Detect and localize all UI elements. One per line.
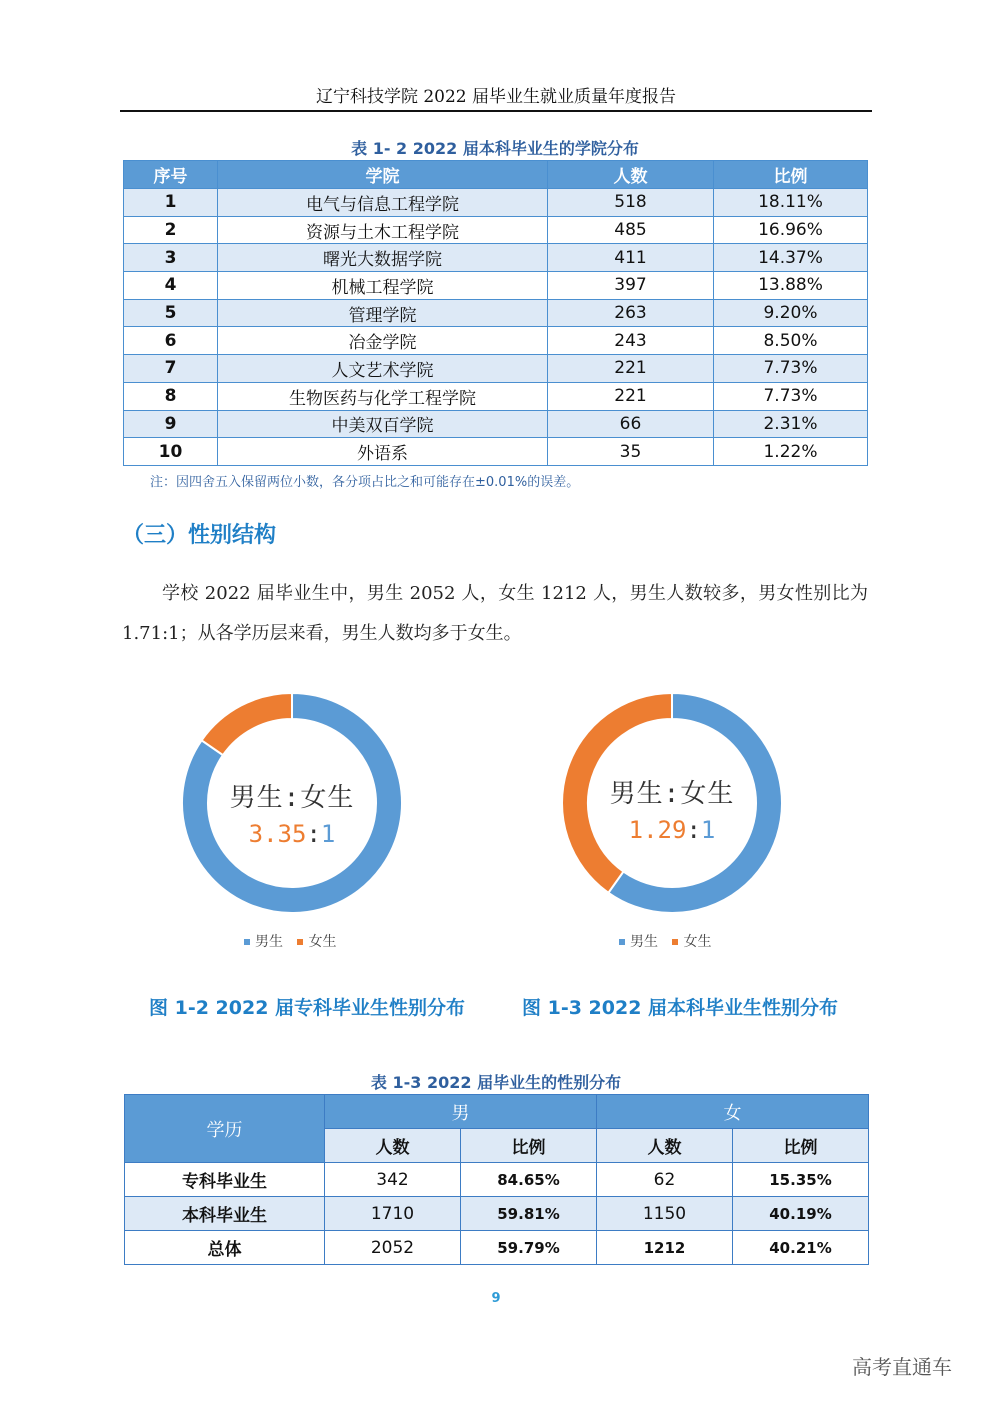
row-college: 生物医药与化学工程学院: [218, 382, 548, 410]
ratio-male-value: 1: [320, 820, 336, 848]
legend-label-male: 男生: [255, 934, 283, 950]
table-row: [124, 355, 868, 383]
donut-ratio: [172, 820, 412, 848]
legend-item-female: [672, 934, 711, 950]
donut-slice-female: [202, 693, 292, 755]
table-row: [124, 189, 868, 217]
college-distribution-table: [123, 160, 868, 466]
row-male-count: 1710: [325, 1197, 461, 1231]
legend-item-male: [244, 934, 283, 950]
row-ratio: 1.22%: [714, 438, 868, 466]
column-header-female: 女: [597, 1095, 869, 1129]
row-index: 9: [124, 410, 218, 438]
table-row: [124, 272, 868, 300]
legend-label-male: 男生: [630, 934, 658, 950]
subheader-male-count: 人数: [325, 1129, 461, 1163]
row-female-count: 62: [597, 1163, 733, 1197]
section-heading: （三）性别结构: [122, 523, 277, 548]
donut-ratio: [552, 816, 792, 844]
row-male-count: 2052: [325, 1231, 461, 1265]
row-ratio: 7.73%: [714, 355, 868, 383]
donut-center-title: 男生:女生: [229, 783, 355, 813]
row-college: 曙光大数据学院: [218, 244, 548, 272]
donut-center-label: [552, 773, 792, 844]
row-index: 10: [124, 438, 218, 466]
ratio-female-value: 3.35: [248, 820, 307, 848]
row-male-ratio: 59.79%: [461, 1231, 597, 1265]
row-ratio: 18.11%: [714, 189, 868, 217]
row-count: 221: [548, 355, 714, 383]
table-row: [124, 327, 868, 355]
legend-swatch-male: [619, 939, 625, 945]
table-1-2-caption: 表 1- 2 2022 届本科毕业生的学院分布: [351, 139, 639, 158]
watermark-text: 高考直通车: [852, 1355, 952, 1379]
row-index: 6: [124, 327, 218, 355]
row-female-ratio: 40.21%: [733, 1231, 869, 1265]
row-college: 资源与土木工程学院: [218, 216, 548, 244]
table-row: [124, 244, 868, 272]
row-ratio: 14.37%: [714, 244, 868, 272]
row-ratio: 2.31%: [714, 410, 868, 438]
donut-legend: [619, 931, 721, 951]
gender-distribution-table: [124, 1094, 869, 1265]
vocational-gender-donut-chart: [172, 683, 412, 963]
row-college: 机械工程学院: [218, 272, 548, 300]
row-female-ratio: 15.35%: [733, 1163, 869, 1197]
figure-1-3-caption: 图 1-3 2022 届本科毕业生性别分布: [522, 997, 839, 1019]
row-count: 243: [548, 327, 714, 355]
row-count: 518: [548, 189, 714, 217]
donut-center-title: 男生:女生: [609, 779, 735, 809]
legend-swatch-male: [244, 939, 250, 945]
row-index: 5: [124, 299, 218, 327]
column-header-college: 学院: [218, 161, 548, 189]
row-index: 2: [124, 216, 218, 244]
row-education-level: 专科毕业生: [125, 1163, 325, 1197]
column-header-index: 序号: [124, 161, 218, 189]
row-male-ratio: 84.65%: [461, 1163, 597, 1197]
row-college: 冶金学院: [218, 327, 548, 355]
row-count: 66: [548, 410, 714, 438]
row-index: 4: [124, 272, 218, 300]
row-ratio: 13.88%: [714, 272, 868, 300]
gender-structure-paragraph: 学校 2022 届毕业生中，男生 2052 人，女生 1212 人，男生人数较多，男女性别比为 1.71:1；从各学历层来看，男生人数均多于女生。: [122, 583, 868, 644]
ratio-male-value: 1: [700, 816, 716, 844]
ratio-female-value: 1.29: [628, 816, 687, 844]
undergraduate-gender-donut-chart: [552, 683, 792, 963]
legend-swatch-female: [297, 939, 303, 945]
table-row: [125, 1231, 869, 1265]
subheader-male-ratio: 比例: [461, 1129, 597, 1163]
subheader-female-count: 人数: [597, 1129, 733, 1163]
page-number: 9: [491, 1291, 501, 1306]
table-row: [124, 438, 868, 466]
row-education-level: 总体: [125, 1231, 325, 1265]
row-count: 35: [548, 438, 714, 466]
legend-label-female: 女生: [683, 934, 712, 950]
subheader-female-ratio: 比例: [733, 1129, 869, 1163]
ratio-separator: :: [306, 820, 321, 848]
column-header-ratio: 比例: [714, 161, 868, 189]
row-male-ratio: 59.81%: [461, 1197, 597, 1231]
row-ratio: 8.50%: [714, 327, 868, 355]
row-male-count: 342: [325, 1163, 461, 1197]
table-note: 注：因四舍五入保留两位小数，各分项占比之和可能存在±0.01%的误差。: [150, 475, 580, 490]
legend-swatch-female: [672, 939, 678, 945]
row-college: 电气与信息工程学院: [218, 189, 548, 217]
row-college: 人文艺术学院: [218, 355, 548, 383]
table-row: [124, 216, 868, 244]
row-count: 221: [548, 382, 714, 410]
row-ratio: 16.96%: [714, 216, 868, 244]
row-female-count: 1150: [597, 1197, 733, 1231]
legend-item-male: [619, 934, 658, 950]
row-count: 397: [548, 272, 714, 300]
donut-legend: [244, 931, 346, 951]
row-college: 外语系: [218, 438, 548, 466]
table-row: [124, 410, 868, 438]
row-college: 中美双百学院: [218, 410, 548, 438]
row-female-ratio: 40.19%: [733, 1197, 869, 1231]
row-college: 管理学院: [218, 299, 548, 327]
legend-item-female: [297, 934, 336, 950]
donut-center-label: [172, 777, 412, 848]
column-header-male: 男: [325, 1095, 597, 1129]
row-index: 3: [124, 244, 218, 272]
row-female-count: 1212: [597, 1231, 733, 1265]
figure-1-2-caption: 图 1-2 2022 届专科毕业生性别分布: [149, 997, 466, 1019]
row-index: 1: [124, 189, 218, 217]
row-index: 8: [124, 382, 218, 410]
row-index: 7: [124, 355, 218, 383]
column-header-count: 人数: [548, 161, 714, 189]
row-ratio: 9.20%: [714, 299, 868, 327]
report-header-title: 辽宁科技学院 2022 届毕业生就业质量年度报告: [315, 87, 677, 107]
row-count: 263: [548, 299, 714, 327]
table-row: [124, 299, 868, 327]
row-count: 411: [548, 244, 714, 272]
table-row: [125, 1197, 869, 1231]
row-education-level: 本科毕业生: [125, 1197, 325, 1231]
row-count: 485: [548, 216, 714, 244]
ratio-separator: :: [686, 816, 701, 844]
table-row: [125, 1163, 869, 1197]
header-divider: [120, 110, 872, 112]
table-row: [124, 382, 868, 410]
row-ratio: 7.73%: [714, 382, 868, 410]
table-1-3-caption: 表 1-3 2022 届毕业生的性别分布: [370, 1073, 622, 1092]
column-header-education: 学历: [125, 1095, 325, 1163]
legend-label-female: 女生: [308, 934, 337, 950]
